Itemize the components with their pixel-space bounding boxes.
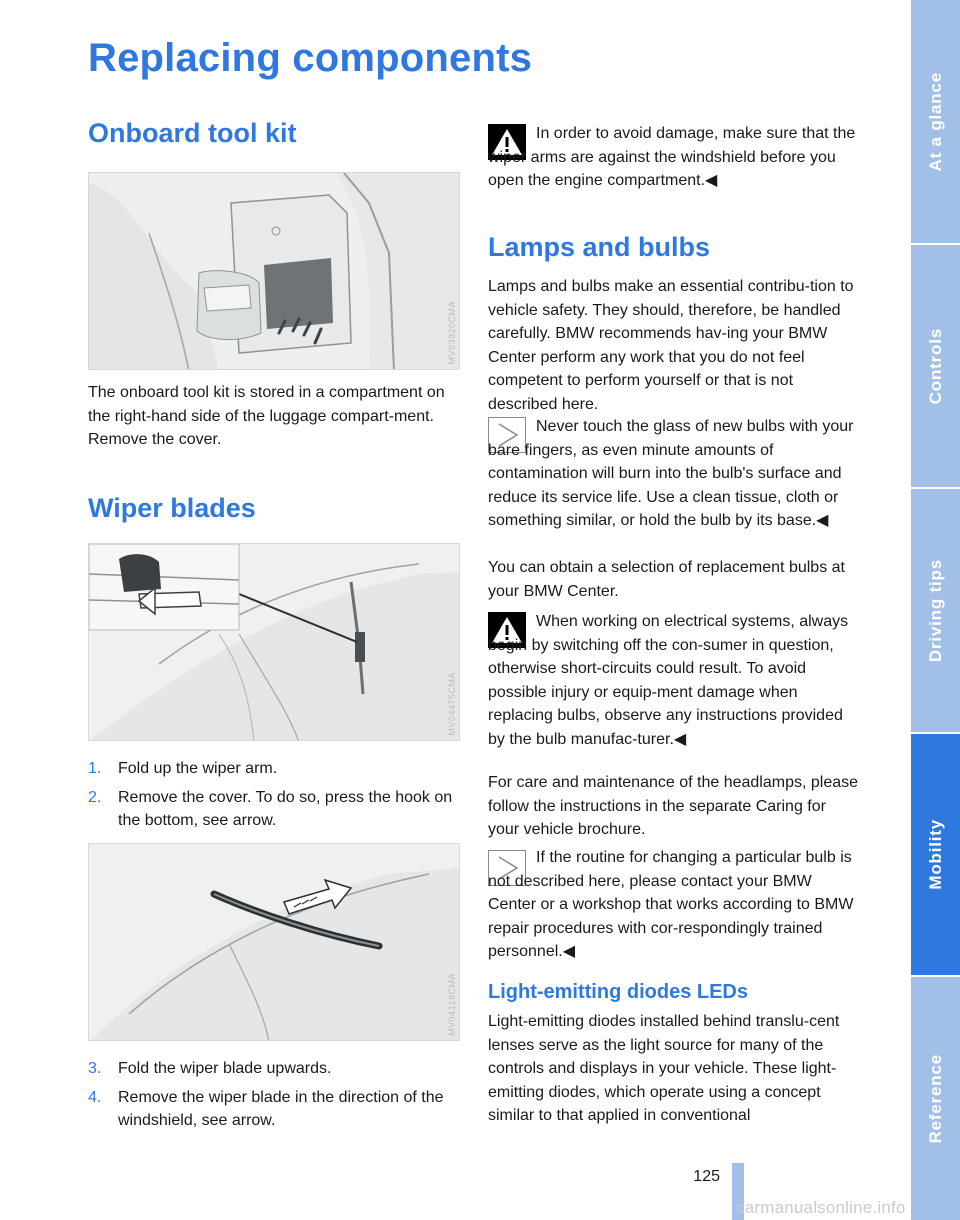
led-heading: Light-emitting diodes LEDs xyxy=(488,981,748,1003)
tab-reference[interactable]: Reference xyxy=(925,1053,945,1144)
tool-kit-description: The onboard tool kit is stored in a compartment on the right-hand side of the luggage compart-ment. Remove the cover. xyxy=(88,384,445,448)
warning-engine-text: In order to avoid damage, make sure that the wiper arms are against the windshield before you open the engine compartment.◀ xyxy=(488,125,856,189)
watermark: carmanualsonline.info xyxy=(736,1198,906,1217)
lamps-heading: Lamps and bulbs xyxy=(488,232,711,262)
wiper-steps-second xyxy=(88,1057,462,1138)
figure-code: MV03920CMA xyxy=(447,301,457,365)
tab-at-a-glance[interactable]: At a glance xyxy=(911,0,960,245)
list-item: 4. Remove the wiper blade in the direction of the windshield, see arrow. xyxy=(88,1088,444,1129)
wiper-blade-illustration xyxy=(88,843,460,1041)
page-number: 125 xyxy=(693,1168,720,1185)
tab-controls[interactable]: Controls xyxy=(911,245,960,489)
tip-glass-text: Never touch the glass of new bulbs with your bare fingers, as even minute amounts of contamination will burn into the bulb's surface and reduce its service life. Use a clean tissue, cloth or something similar, or hold the bulb by its base.◀ xyxy=(488,418,854,529)
headlamps-care-text: For care and maintenance of the headlamps, please follow the instructions in the separate Caring for your vehicle brochure. xyxy=(488,774,859,838)
list-item: 3. Fold the wiper blade upwards. xyxy=(88,1060,332,1077)
warning-note-electrical xyxy=(488,610,858,760)
tool-kit-illustration xyxy=(88,172,460,370)
tab-driving-tips[interactable]: Driving tips xyxy=(911,489,960,734)
warning-electrical-text: When working on electrical systems, always begin by switching off the con-sumer in question, otherwise short-circuits could result. To avoid possible injury or equip-ment damage when replacing bulbs, observe any instructions provided by the bulb manufac-turer.◀ xyxy=(488,613,849,748)
lamps-intro: Lamps and bulbs make an essential contribu-tion to vehicle safety. They should, therefore, be handled carefully. BMW recommends hav-ing your BMW Center perform any work that you do not feel competent to perform yourself or that is not described here. xyxy=(488,278,854,413)
wiper-cover-illustration xyxy=(88,543,460,741)
tip-note-routine xyxy=(488,846,858,966)
replacement-bulbs-text: You can obtain a selection of replacement bulbs at your BMW Center. xyxy=(488,559,845,600)
warning-note-engine xyxy=(488,122,858,194)
list-item: 1. Fold up the wiper arm. xyxy=(88,760,278,777)
figure-code: MV04118CMA xyxy=(447,973,457,1036)
tab-mobility[interactable]: Mobility xyxy=(911,734,960,977)
tool-kit-heading: Onboard tool kit xyxy=(88,118,297,148)
tip-routine-text: If the routine for changing a particular bulb is not described here, please contact your BMW Center or a workshop that works according to BMW repair procedures with cor-respondingly trained personnel.◀ xyxy=(488,849,854,960)
wiper-steps-first xyxy=(88,757,462,838)
section-tab-bar xyxy=(911,0,960,1220)
page-title: Replacing components xyxy=(88,36,533,80)
led-body: Light-emitting diodes installed behind translu-cent lenses serve as the light source for many of the controls and displays in your vehicle. These light-emitting diodes, which operate using a concept similar to that applied in conventional xyxy=(488,1013,840,1124)
wiper-blades-heading: Wiper blades xyxy=(88,493,256,523)
tip-note-glass xyxy=(488,415,858,535)
figure-code: MV04475CMA xyxy=(447,672,457,736)
list-item: 2. Remove the cover. To do so, press the hook on the bottom, see arrow. xyxy=(88,788,453,829)
